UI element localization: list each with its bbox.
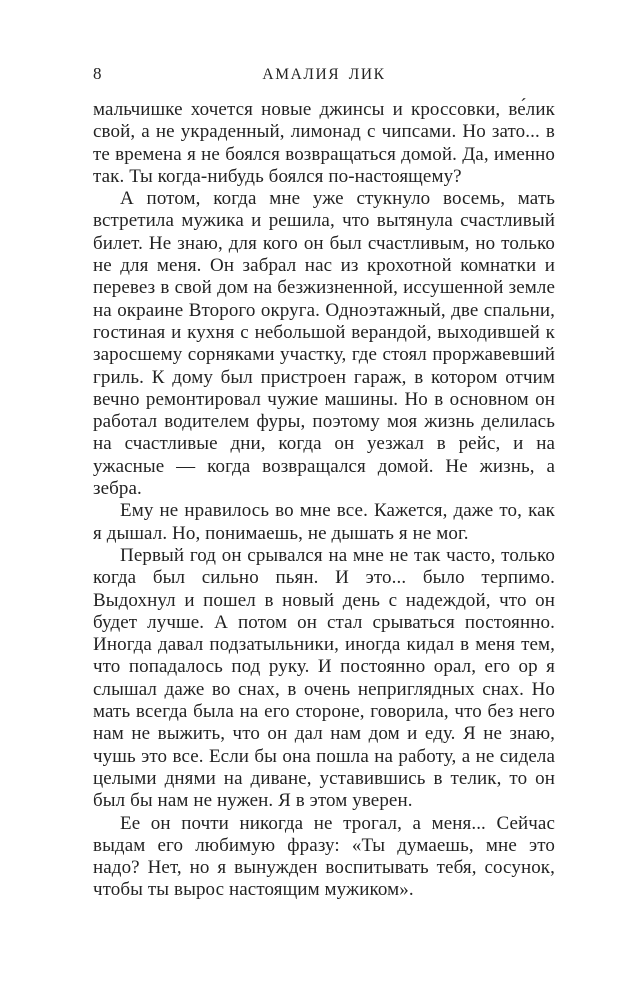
running-title: АМАЛИЯ ЛИК <box>262 66 386 83</box>
paragraph: Ему не нравилось во мне все. Кажется, даже то, как я дышал. Но, понимаешь, не дышать я не мог. <box>93 500 555 544</box>
page-header <box>93 64 555 86</box>
paragraph: мальчишке хочется новые джинсы и кроссовки, ве́лик свой, а не украденный, лимонад с чипсами. Но зато... в те времена я не боялся возвращаться домой. Да, именно так. Ты когда-нибудь боялся по-настоящему? <box>93 99 555 187</box>
text-block <box>93 99 555 902</box>
page-number: 8 <box>93 64 102 83</box>
paragraph: Ее он почти никогда не трогал, а меня... Сейчас выдам его любимую фразу: «Ты думаешь, мне это надо? Нет, но я вынужден воспитывать тебя, сосунок, чтобы ты вырос настоящим мужиком». <box>93 812 555 901</box>
paragraph: Первый год он срывался на мне не так часто, только когда был сильно пьян. И это... было терпимо. Выдохнул и пошел в новый день с надеждой, что он будет лучше. А потом он стал срываться постоянно. Иногда давал подзатыльники, иногда кидал в меня тем, что попадалось под руку. И постоянно орал, его ор я слышал даже во снах, в очень неприглядных снах. Но мать всегда была на его стороне, говорила, что без него нам не выжить, что он дал нам дом и еду. Я не знаю, чушь это все. Если бы она пошла на работу, а не сидела целыми днями на диване, уставившись в телик, то он был бы нам не нужен. Я в этом уверен. <box>93 544 555 812</box>
paragraph: А потом, когда мне уже стукнуло восемь, мать встретила мужика и решила, что вытянула счастливый билет. Не знаю, для кого он был счастливым, но только не для меня. Он забрал нас из крохотной комнатки и перевез в свой дом на безжизненной, иссушенной земле на окраине Второго округа. Одноэтажный, две спальни, гостиная и кухня с небольшой верандой, выходившей к заросшему сорняками участку, где стоял проржавевший гриль. К дому был пристроен гараж, в котором отчим вечно ремонтировал чужие машины. Но в основном он работал водителем фуры, поэтому моя жизнь делилась на счастливые дни, когда он уезжал в рейс, и на ужасные — когда возвращался домой. Не жизнь, а зебра. <box>93 188 555 500</box>
